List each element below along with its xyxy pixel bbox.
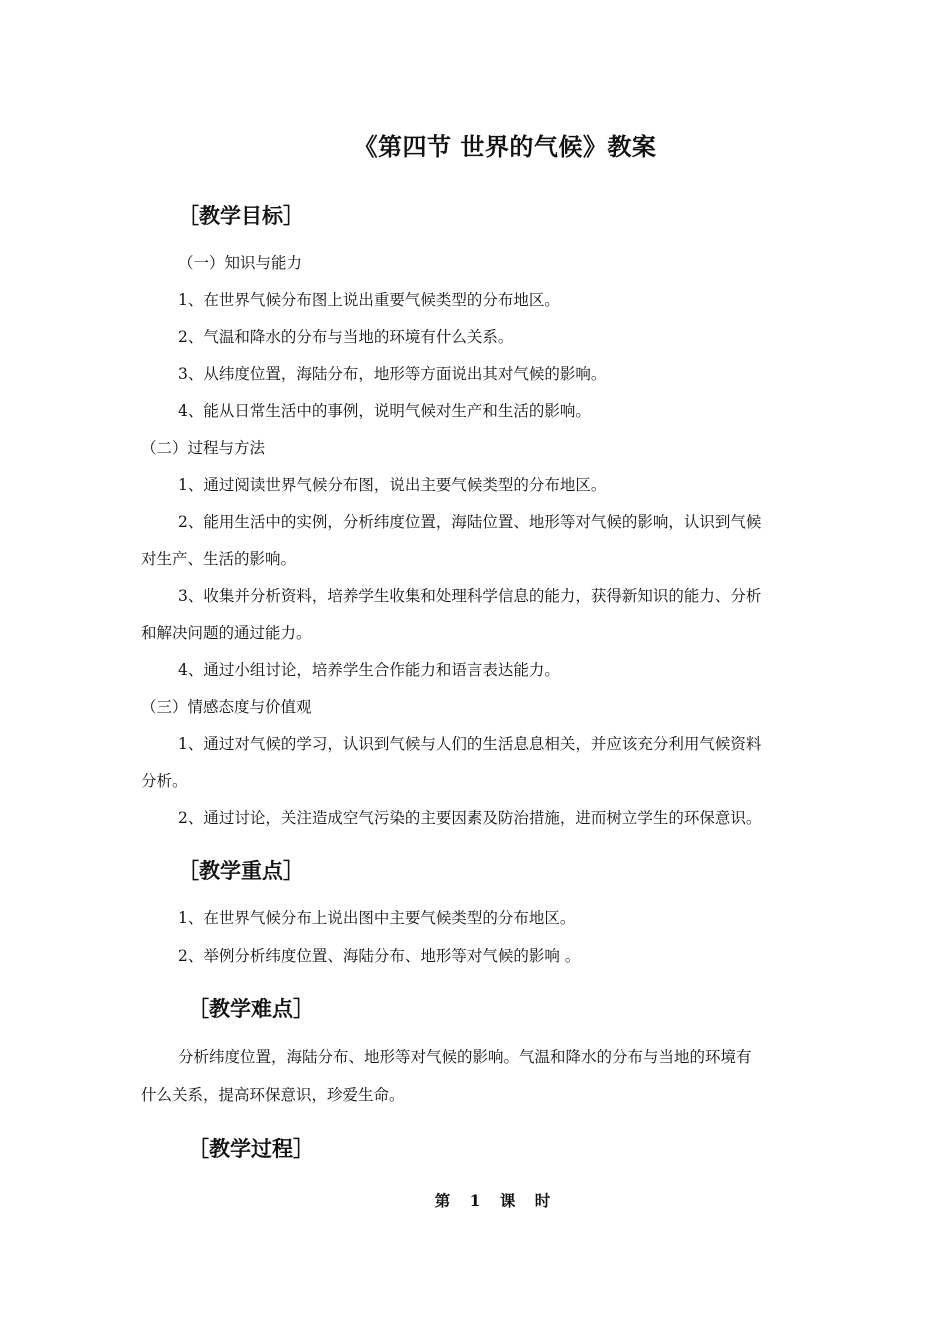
subheading-process-method: （二）过程与方法: [141, 439, 266, 457]
list-item: 4、通过小组讨论，培养学生合作能力和语言表达能力。: [178, 661, 560, 679]
list-item: 2、气温和降水的分布与当地的环境有什么关系。: [178, 328, 514, 346]
list-item: 1、通过阅读世界气候分布图，说出主要气候类型的分布地区。: [178, 476, 607, 494]
paragraph-line: 分析纬度位置，海陆分布、地形等对气候的影响。气温和降水的分布与当地的环境有: [178, 1048, 752, 1066]
section-heading-objectives: ［教学目标］: [178, 203, 304, 228]
lesson-period-label: 第 1 课 时: [434, 1191, 551, 1210]
list-item-continuation: 和解决问题的通过能力。: [141, 624, 312, 642]
list-item: 2、通过讨论，关注造成空气污染的主要因素及防治措施，进而树立学生的环保意识。: [178, 809, 762, 827]
list-item: 1、在世界气候分布图上说出重要气候类型的分布地区。: [178, 291, 560, 309]
section-heading-process: ［教学过程］: [188, 1136, 314, 1161]
page-title: 《第四节 世界的气候》教案: [353, 132, 657, 161]
list-item: 3、收集并分析资料，培养学生收集和处理科学信息的能力，获得新知识的能力、分析: [178, 587, 762, 605]
subheading-knowledge-ability: （一）知识与能力: [178, 254, 303, 272]
section-heading-difficulties: ［教学难点］: [188, 996, 314, 1021]
list-item: 4、能从日常生活中的事例，说明气候对生产和生活的影响。: [178, 402, 591, 420]
section-heading-keypoints: ［教学重点］: [178, 858, 304, 883]
subheading-attitude-values: （三）情感态度与价值观: [141, 698, 312, 716]
paragraph-line: 什么关系，提高环保意识，珍爱生命。: [141, 1086, 405, 1104]
list-item-continuation: 分析。: [141, 772, 188, 790]
list-item-continuation: 对生产、生活的影响。: [141, 550, 297, 568]
list-item: 1、通过对气候的学习，认识到气候与人们的生活息息相关，并应该充分利用气候资料: [178, 735, 762, 753]
list-item: 1、在世界气候分布上说出图中主要气候类型的分布地区。: [178, 909, 576, 927]
list-item: 2、能用生活中的实例，分析纬度位置，海陆位置、地形等对气候的影响，认识到气候: [178, 513, 762, 531]
list-item: 3、从纬度位置，海陆分布，地形等方面说出其对气候的影响。: [178, 365, 607, 383]
list-item: 2、举例分析纬度位置、海陆分布、地形等对气候的影响 。: [178, 947, 581, 965]
